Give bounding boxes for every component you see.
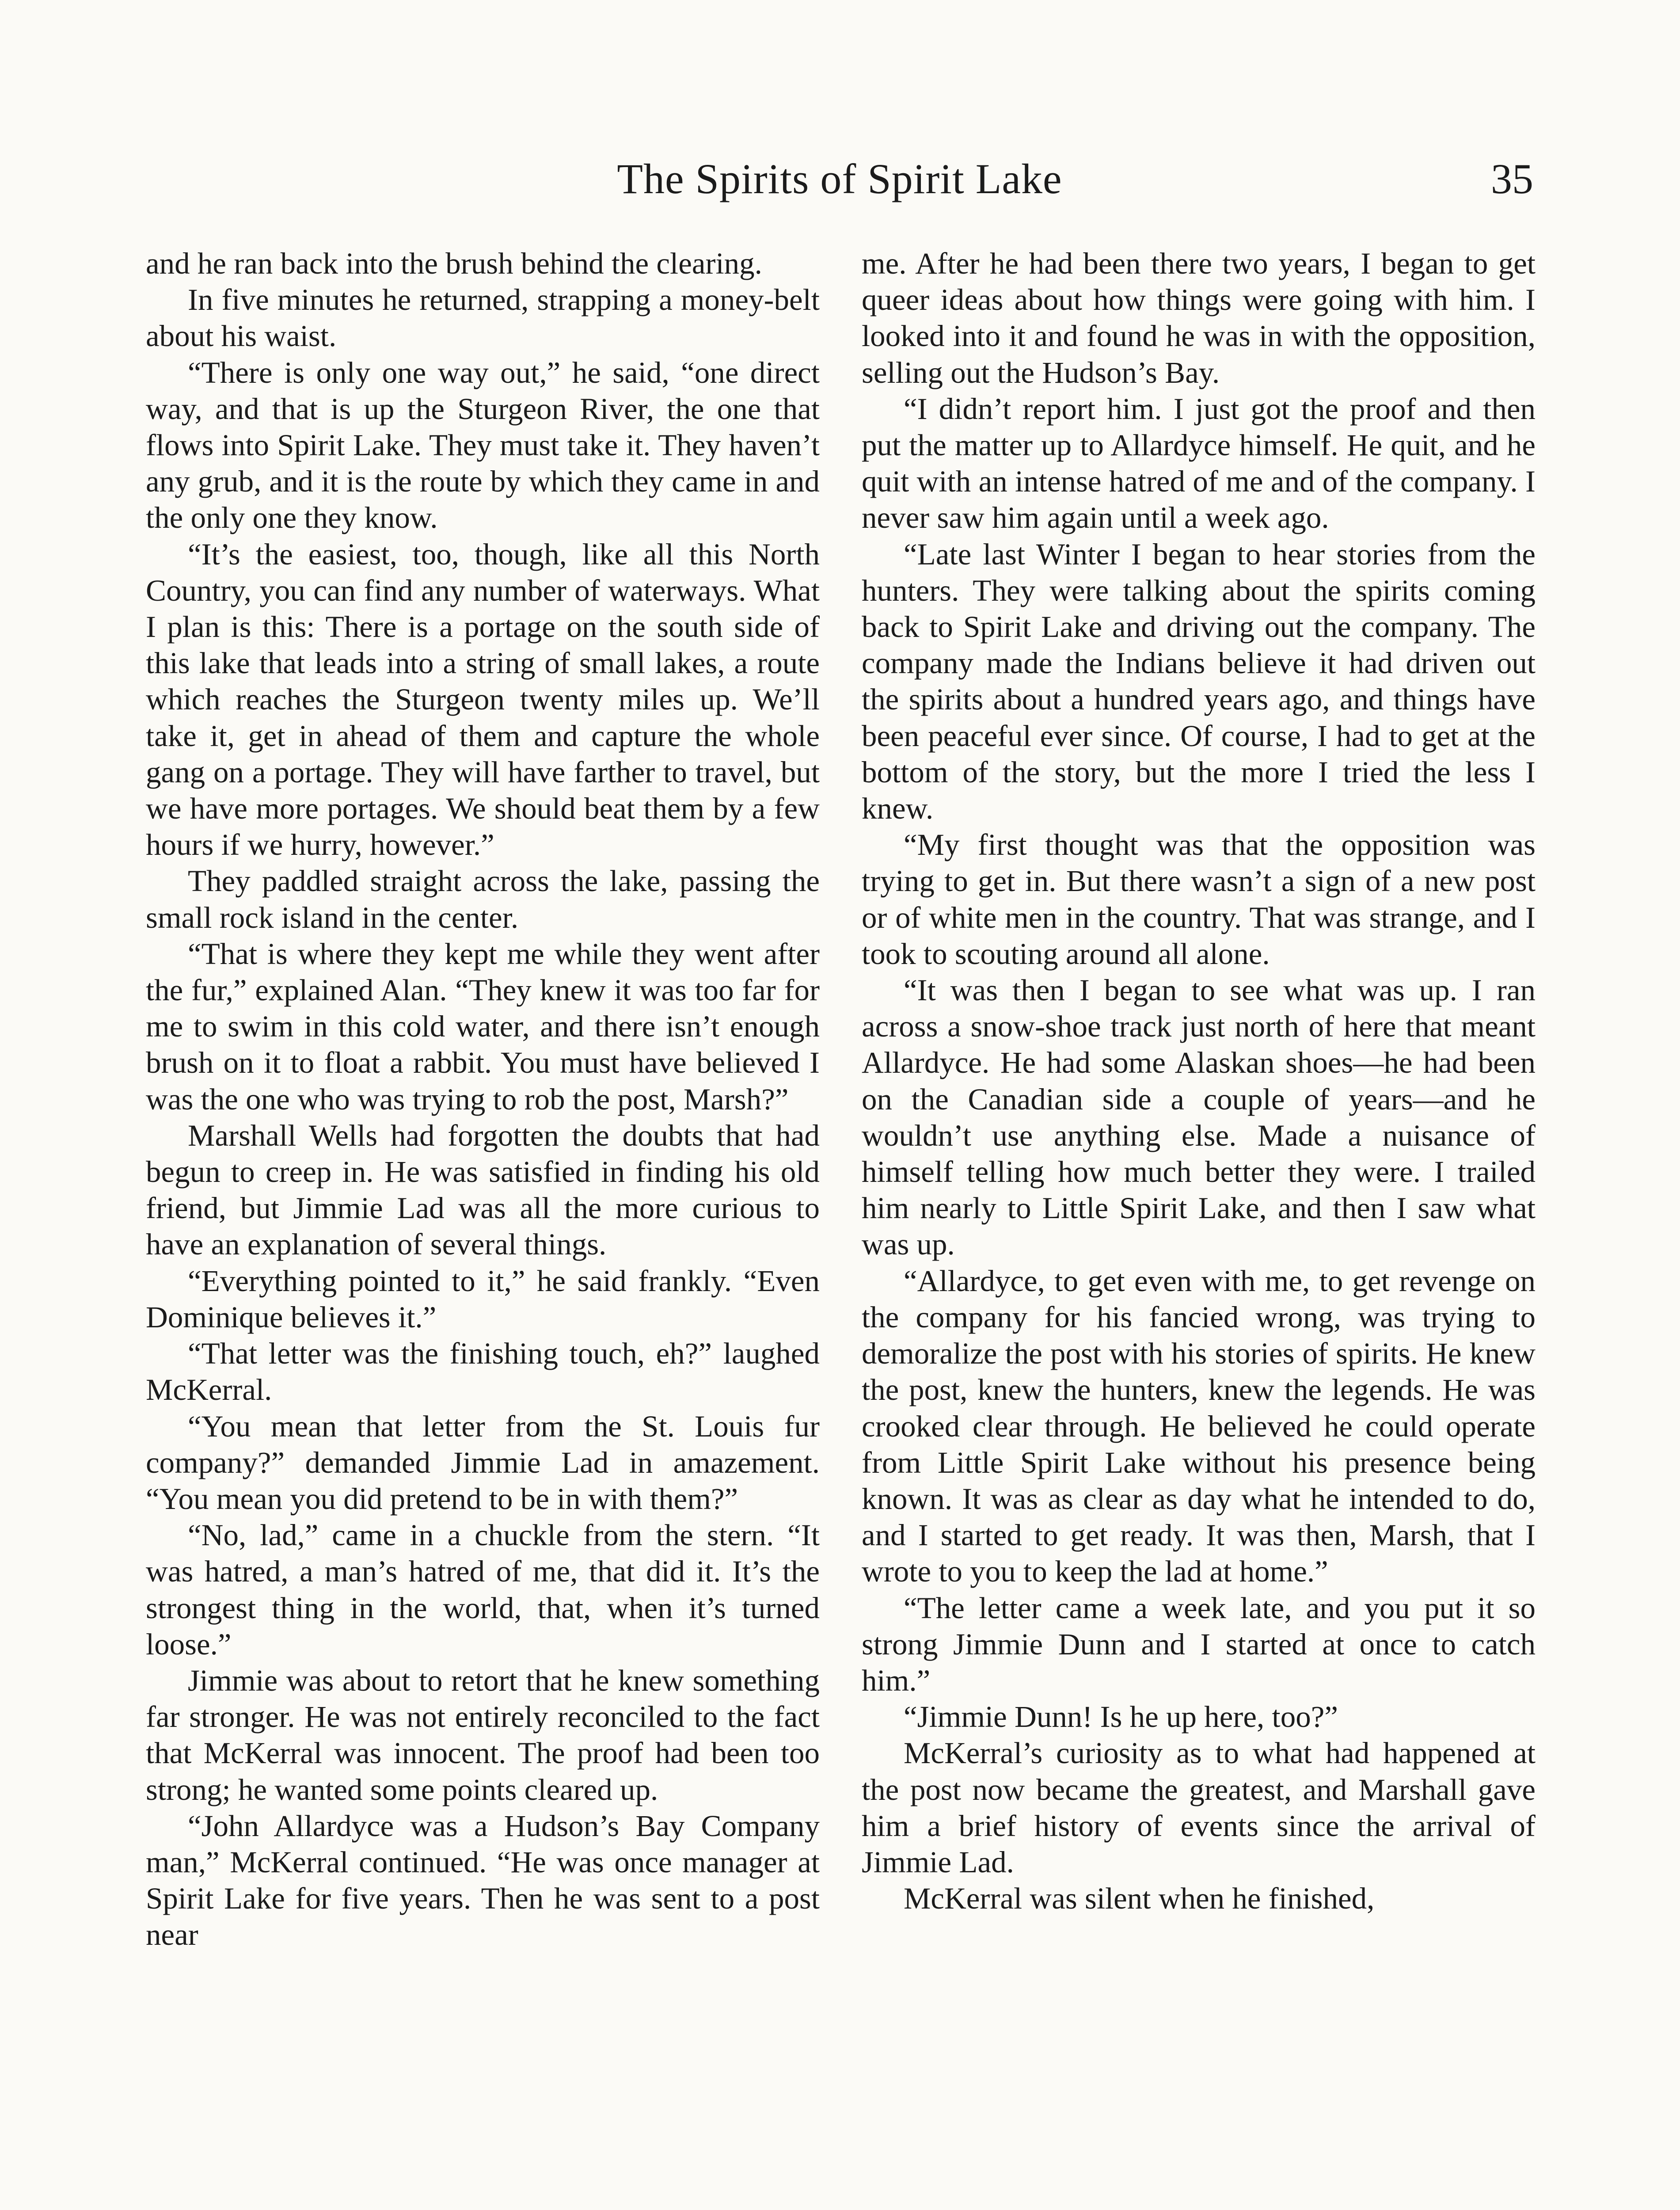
paragraph: “It was then I began to see what was up. I ran across a snow-shoe track just north of here that meant Allardyce. He had some Alaskan shoes—he had been on the Canadian side a couple of years—and he wouldn’t use anything else. Made a nuisance of himself telling how much better they were. I trailed him nearly to Little Spirit Lake, and then I saw what was up. bbox=[862, 973, 1536, 1261]
paragraph: They paddled straight across the lake, passing the small rock island in the center. bbox=[146, 864, 820, 934]
running-header bbox=[146, 152, 1533, 214]
paragraph: “John Allardyce was a Hudson’s Bay Company man,” McKerral continued. “He was once manager at Spirit Lake for five years. Then he was sent to a post near bbox=[146, 1809, 820, 1952]
paragraph: “Jimmie Dunn! Is he up here, too?” bbox=[904, 1700, 1338, 1734]
paragraph: “It’s the easiest, too, though, like all this North Country, you can find any number of waterways. What I plan is this: There is a portage on the south side of this lake that leads into a string of small lakes, a route which reaches the Sturgeon twenty miles up. We’ll take it, get in ahead of them and capture the whole gang on a portage. They will have farther to travel, but we have more portages. We should beat them by a few hours if we hurry, however.” bbox=[146, 537, 820, 862]
page-number: 35 bbox=[1491, 155, 1533, 202]
paragraph: In five minutes he returned, strapping a money-belt about his waist. bbox=[146, 283, 820, 353]
left-column bbox=[146, 245, 820, 1953]
paragraph: “Everything pointed to it,” he said frankly. “Even Dominique believes it.” bbox=[146, 1264, 820, 1334]
paragraph: Marshall Wells had forgotten the doubts that had begun to creep in. He was satisfied in finding his old friend, but Jimmie Lad was all the more curious to have an explanation of several things. bbox=[146, 1118, 820, 1261]
paragraph: “That is where they kept me while they went after the fur,” explained Alan. “They knew it was too far for me to swim in this cold water, and there isn’t enough brush on it to float a rabbit. You must have believed I was the one who was trying to rob the post, Marsh?” bbox=[146, 937, 820, 1116]
paragraph: and he ran back into the brush behind the clearing. bbox=[146, 247, 762, 280]
paragraph: “Allardyce, to get even with me, to get revenge on the company for his fancied wrong, was trying to demoralize the post with his stories of spirits. He knew the post, knew the hunters, knew the legends. He was crooked clear through. He believed he could operate from Little Spirit Lake without his presence being known. It was as clear as day what he intended to do, and I started to get ready. It was then, Marsh, that I wrote to you to keep the lad at home.” bbox=[862, 1264, 1536, 1589]
paragraph: “The letter came a week late, and you put it so strong Jimmie Dunn and I started at once to catch him.” bbox=[862, 1591, 1536, 1697]
paragraph: me. After he had been there two years, I began to get queer ideas about how things were going with him. I looked into it and found he was in with the opposition, selling out the Hudson’s Bay. bbox=[862, 247, 1536, 389]
paragraph: Jimmie was about to retort that he knew something far stronger. He was not entirely reconciled to the fact that McKerral was innocent. The proof had been too strong; he wanted some points cleared up. bbox=[146, 1663, 820, 1806]
paragraph: “That letter was the finishing touch, eh?” laughed McKerral. bbox=[146, 1337, 820, 1407]
page-title: The Spirits of Spirit Lake bbox=[617, 155, 1062, 202]
paragraph: “I didn’t report him. I just got the proof and then put the matter up to Allardyce himself. He quit, and he quit with an intense hatred of me and of the company. I never saw him again until a week ago. bbox=[862, 392, 1536, 535]
paragraph: “Late last Winter I began to hear stories from the hunters. They were talking about the spirits coming back to Spirit Lake and driving out the company. The company made the Indians believe it had driven out the spirits about a hundred years ago, and things have been peaceful ever since. Of course, I had to get at the bottom of the story, but the more I tried the less I knew. bbox=[862, 537, 1536, 826]
paragraph: “You mean that letter from the St. Louis fur company?” demanded Jimmie Lad in amazement. “You mean you did pretend to be in with them?” bbox=[146, 1409, 820, 1516]
paragraph: McKerral was silent when he finished, bbox=[904, 1882, 1375, 1916]
paragraph: “There is only one way out,” he said, “one direct way, and that is up the Sturgeon River, the one that flows into Spirit Lake. They must take it. They haven’t any grub, and it is the route by which they came in and the only one they know. bbox=[146, 355, 820, 535]
paragraph: “No, lad,” came in a chuckle from the stern. “It was hatred, a man’s hatred of me, that did it. It’s the strongest thing in the world, that, when it’s turned loose.” bbox=[146, 1518, 820, 1661]
paragraph: “My first thought was that the opposition was trying to get in. But there wasn’t a sign of a new post or of white men in the country. That was strange, and I took to scouting around all alone. bbox=[862, 828, 1536, 971]
paragraph: McKerral’s curiosity as to what had happened at the post now became the greatest, and Marshall gave him a brief history of events since the arrival of Jimmie Lad. bbox=[862, 1736, 1536, 1879]
right-column bbox=[862, 245, 1536, 1917]
